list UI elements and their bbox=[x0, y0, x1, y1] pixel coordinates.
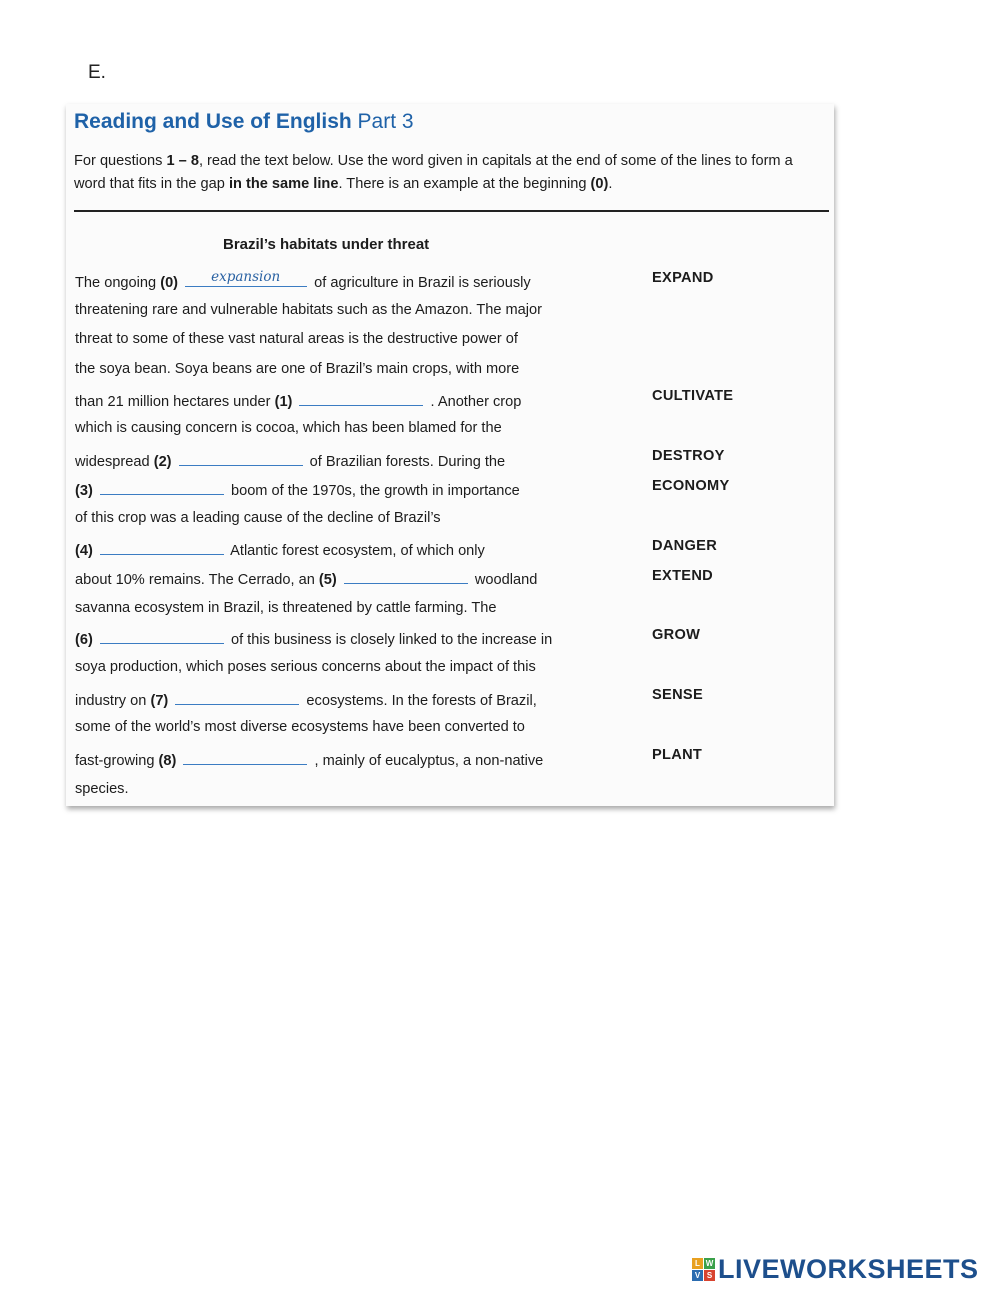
answer-gap-5[interactable] bbox=[344, 569, 468, 584]
text-line: than 21 million hectares under (1) . Another crop bbox=[75, 391, 521, 410]
text-line: some of the world’s most diverse ecosystems have been converted to bbox=[75, 719, 525, 735]
logo-text: LIVEWORKSHEETS bbox=[718, 1253, 979, 1284]
text-line: species. bbox=[75, 781, 129, 797]
text-line: industry on (7) ecosystems. In the forests of Brazil, bbox=[75, 690, 537, 709]
answer-gap-6[interactable] bbox=[100, 629, 224, 644]
example-answer: expansion bbox=[211, 269, 281, 285]
word-cultivate: CULTIVATE bbox=[652, 388, 734, 404]
word-destroy: DESTROY bbox=[652, 448, 725, 464]
word-plant: PLANT bbox=[652, 747, 703, 763]
text-line: savanna ecosystem in Brazil, is threatened by cattle farming. The bbox=[75, 600, 497, 616]
word-danger: DANGER bbox=[652, 538, 718, 554]
answer-gap-4[interactable] bbox=[100, 540, 224, 555]
logo-icon: L W V S bbox=[692, 1258, 715, 1281]
worksheet-card bbox=[66, 104, 834, 806]
text-line: The ongoing (0) expansion of agriculture in Brazil is seriously bbox=[75, 269, 531, 291]
text-line: threat to some of these vast natural areas is the destructive power of bbox=[75, 331, 518, 347]
example-gap bbox=[185, 269, 307, 287]
word-grow: GROW bbox=[652, 627, 701, 643]
answer-gap-7[interactable] bbox=[175, 690, 299, 705]
divider-rule bbox=[74, 210, 829, 212]
word-extend: EXTEND bbox=[652, 568, 713, 584]
text-title: Brazil’s habitats under threat bbox=[223, 236, 430, 253]
text-line: (6) of this business is closely linked to the increase in bbox=[75, 629, 552, 648]
word-sense: SENSE bbox=[652, 687, 703, 703]
text-line: soya production, which poses serious concerns about the impact of this bbox=[75, 659, 536, 675]
text-line: widespread (2) of Brazilian forests. During the bbox=[75, 451, 505, 470]
liveworksheets-logo bbox=[692, 1254, 979, 1284]
instructions: For questions 1 – 8, read the text below. Use the word given in capitals at the end of some of the lines to form a word that fits in the gap in the same line. There is an example at the beginning (0). bbox=[74, 153, 793, 192]
answer-gap-3[interactable] bbox=[100, 480, 224, 495]
text-line: fast-growing (8) , mainly of eucalyptus, a non-native bbox=[75, 750, 543, 769]
corner-mark: E. bbox=[88, 62, 106, 83]
answer-gap-2[interactable] bbox=[179, 451, 303, 466]
answer-gap-8[interactable] bbox=[183, 750, 307, 765]
text-line: the soya bean. Soya beans are one of Brazil’s main crops, with more bbox=[75, 361, 520, 377]
text-line: about 10% remains. The Cerrado, an (5) woodland bbox=[75, 569, 537, 588]
answer-gap-1[interactable] bbox=[299, 391, 423, 406]
worksheet-heading: Reading and Use of English Part 3 bbox=[74, 110, 414, 133]
word-expand: EXPAND bbox=[652, 270, 714, 286]
text-line: of this crop was a leading cause of the decline of Brazil’s bbox=[75, 510, 441, 526]
text-line: (3) boom of the 1970s, the growth in importance bbox=[75, 480, 520, 499]
word-economy: ECONOMY bbox=[652, 478, 730, 494]
text-line: (4) Atlantic forest ecosystem, of which only bbox=[75, 540, 485, 559]
text-line: threatening rare and vulnerable habitats such as the Amazon. The major bbox=[75, 302, 543, 318]
text-line: which is causing concern is cocoa, which has been blamed for the bbox=[75, 420, 502, 436]
